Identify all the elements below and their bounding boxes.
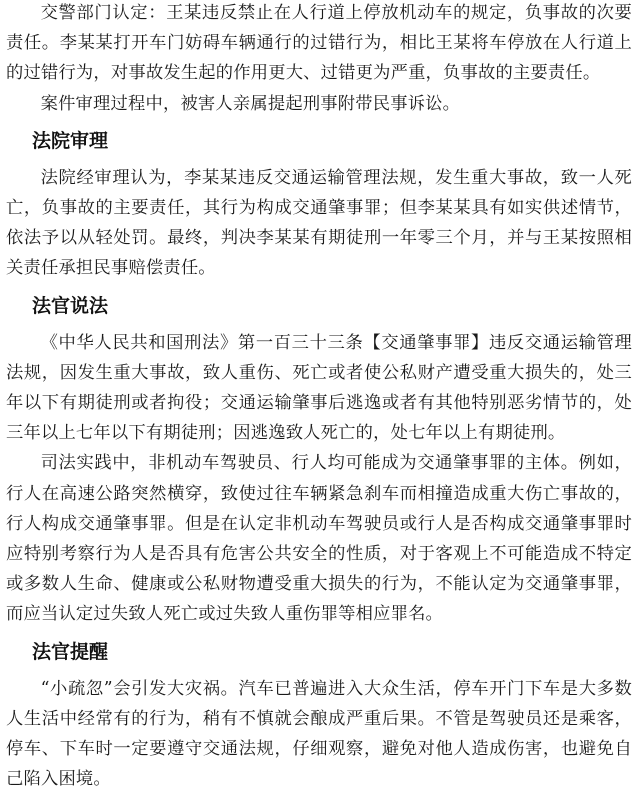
paragraph: “小疏忽”会引发大灾祸。汽车已普遍进入大众生活，停车开门下车是大多数人生活中经常有的行为，稍有不慎就会酿成严重后果。不管是驾驶员还是乘客，停车、下车时一定要遵守交通法规，仔细观察，避免对他人造成伤害，也避免自己陷入困境。 [6,678,632,790]
section-heading: 法官提醒 [32,640,109,663]
section-heading: 法院审理 [32,129,109,152]
paragraph: 司法实践中，非机动车驾驶员、行人均可能成为交通肇事罪的主体。例如，行人在高速公路突然横穿，致使过往车辆紧急刹车而相撞造成重大伤亡事故的，行人构成交通肇事罪。但是在认定非机动车驾驶员或行人是否构成交通肇事罪时应特别考察行为人是否具有危害公共安全的性质，对于客观上不可能造成不特定或多数人生命、健康或公私财物遭受重大损失的行为，不能认定为交通肇事罪，而应当认定过失致人死亡或过失致人重伤罪等相应罪名。 [6,453,632,625]
section-judge-explains [6,284,632,630]
section-court-trial [6,119,632,284]
section-heading: 法官说法 [32,294,109,317]
section-case-facts [6,0,632,119]
paragraph: 案件审理过程中，被害人亲属提起刑事附带民事诉讼。 [40,93,461,114]
section-judge-reminder [6,630,632,795]
paragraph: 法院经审理认为，李某某违反交通运输管理法规，发生重大事故，致一人死亡，负事故的主要责任，其行为构成交通肇事罪；但李某某具有如实供述情节，依法予以从轻处罚。最终，判决李某某有期徒刑一年零三个月，并与王某按照相关责任承担民事赔偿责任。 [6,167,632,279]
paragraph: 《中华人民共和国刑法》第一百三十三条【交通肇事罪】违反交通运输管理法规，因发生重大事故，致人重伤、死亡或者使公私财产遭受重大损失的，处三年以下有期徒刑或者拘役；交通运输肇事后逃逸或者有其他特别恶劣情节的，处三年以上七年以下有期徒刑；因逃逸致人死亡的，处七年以上有期徒刑。 [6,332,632,444]
paragraph: 交警部门认定：王某违反禁止在人行道上停放机动车的规定，负事故的次要责任。李某某打开车门妨碍车辆通行的过错行为，相比王某将车停放在人行道上的过错行为，对事故发生起的作用更大、过错更为严重，负事故的主要责任。 [6,3,632,84]
